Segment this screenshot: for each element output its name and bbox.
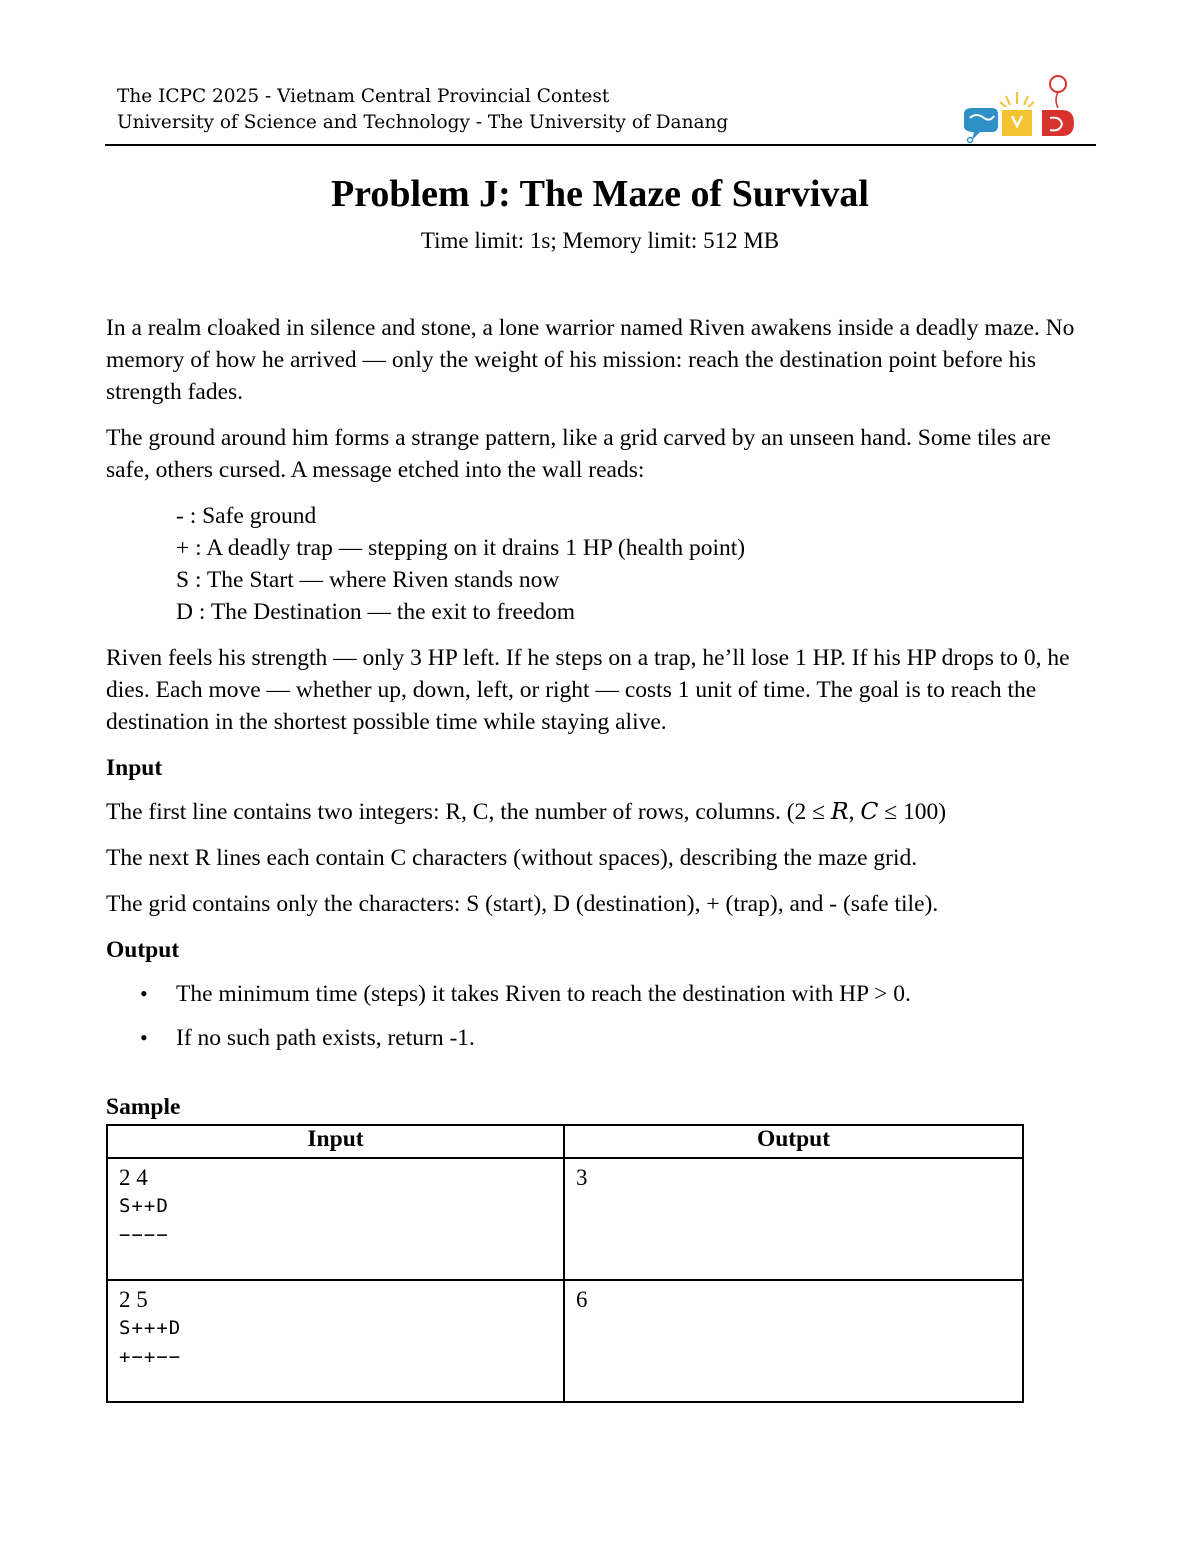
input-line-1: The first line contains two integers: R, C, the number of rows, columns. (2 ≤ 𝑅, 𝐶 ≤ 100) — [106, 799, 947, 825]
sample-output-cell — [564, 1280, 1023, 1402]
sample-output-value: 6 — [576, 1287, 588, 1312]
sample-grid-line: S++D — [119, 1195, 169, 1217]
sample-input-cell — [107, 1280, 564, 1402]
input-line-3: The grid contains only the characters: S (start), D (destination), + (trap), and - (safe tile). — [106, 891, 939, 917]
icpc-logo-icon — [958, 72, 1080, 148]
header-divider — [105, 144, 1096, 146]
tile-legend — [176, 500, 1096, 628]
input-heading: Input — [106, 755, 163, 781]
input-line-2: The next R lines each contain C characters (without spaces), describing the maze grid. — [106, 845, 918, 871]
sample-input-cell — [107, 1158, 564, 1280]
sample-output-value: 3 — [576, 1165, 588, 1190]
sample-dims: 2 5 — [119, 1287, 148, 1312]
sample-grid-line: −−−− — [119, 1224, 169, 1246]
legend-destination: D : The Destination — the exit to freedom — [176, 599, 575, 625]
page-header — [117, 84, 728, 136]
sample-input-header: Input — [107, 1125, 564, 1158]
header-contest: The ICPC 2025 - Vietnam Central Provincial Contest — [117, 86, 610, 107]
story-paragraph-2: The ground around him forms a strange pattern, like a grid carved by an unseen hand. Some tiles are safe, others cursed. A message etched into the wall reads: — [106, 425, 1051, 483]
legend-start: S : The Start — where Riven stands now — [176, 567, 560, 593]
sample-output-cell — [564, 1158, 1023, 1280]
output-heading: Output — [106, 937, 180, 963]
header-university: University of Science and Technology - The University of Danang — [117, 112, 729, 133]
sample-table — [106, 1124, 1024, 1403]
sample-row — [107, 1280, 1023, 1402]
legend-safe: - : Safe ground — [176, 503, 317, 529]
sample-heading: Sample — [106, 1094, 181, 1120]
sample-dims: 2 4 — [119, 1165, 148, 1190]
output-bullet-2: • If no such path exists, return -1. — [106, 1022, 1096, 1054]
legend-trap: + : A deadly trap — stepping on it drains 1 HP (health point) — [176, 535, 746, 561]
sample-row — [107, 1158, 1023, 1280]
sample-header-row — [107, 1125, 1023, 1158]
problem-title: Problem J: The Maze of Survival — [331, 173, 869, 215]
problem-statement — [106, 312, 1096, 1066]
story-paragraph-1: In a realm cloaked in silence and stone, a lone warrior named Riven awakens inside a deadly maze. No memory of how he arrived — only the weight of his mission: reach the destination point before his strength fades. — [106, 315, 1075, 405]
output-bullet-1: • The minimum time (steps) it takes Riven to reach the destination with HP > 0. — [106, 978, 1096, 1010]
problem-limits: Time limit: 1s; Memory limit: 512 MB — [420, 228, 780, 253]
sample-grid-line: S+++D — [119, 1317, 182, 1339]
output-list — [106, 978, 1096, 1054]
sample-grid-line: +−+−− — [119, 1346, 182, 1368]
story-paragraph-3: Riven feels his strength — only 3 HP left. If he steps on a trap, he’ll lose 1 HP. If his HP drops to 0, he dies. Each move — whether up, down, left, or right — costs 1 unit of time. The goal is to reach the destination in the shortest possible time while staying alive. — [106, 645, 1070, 735]
sample-output-header: Output — [564, 1125, 1023, 1158]
